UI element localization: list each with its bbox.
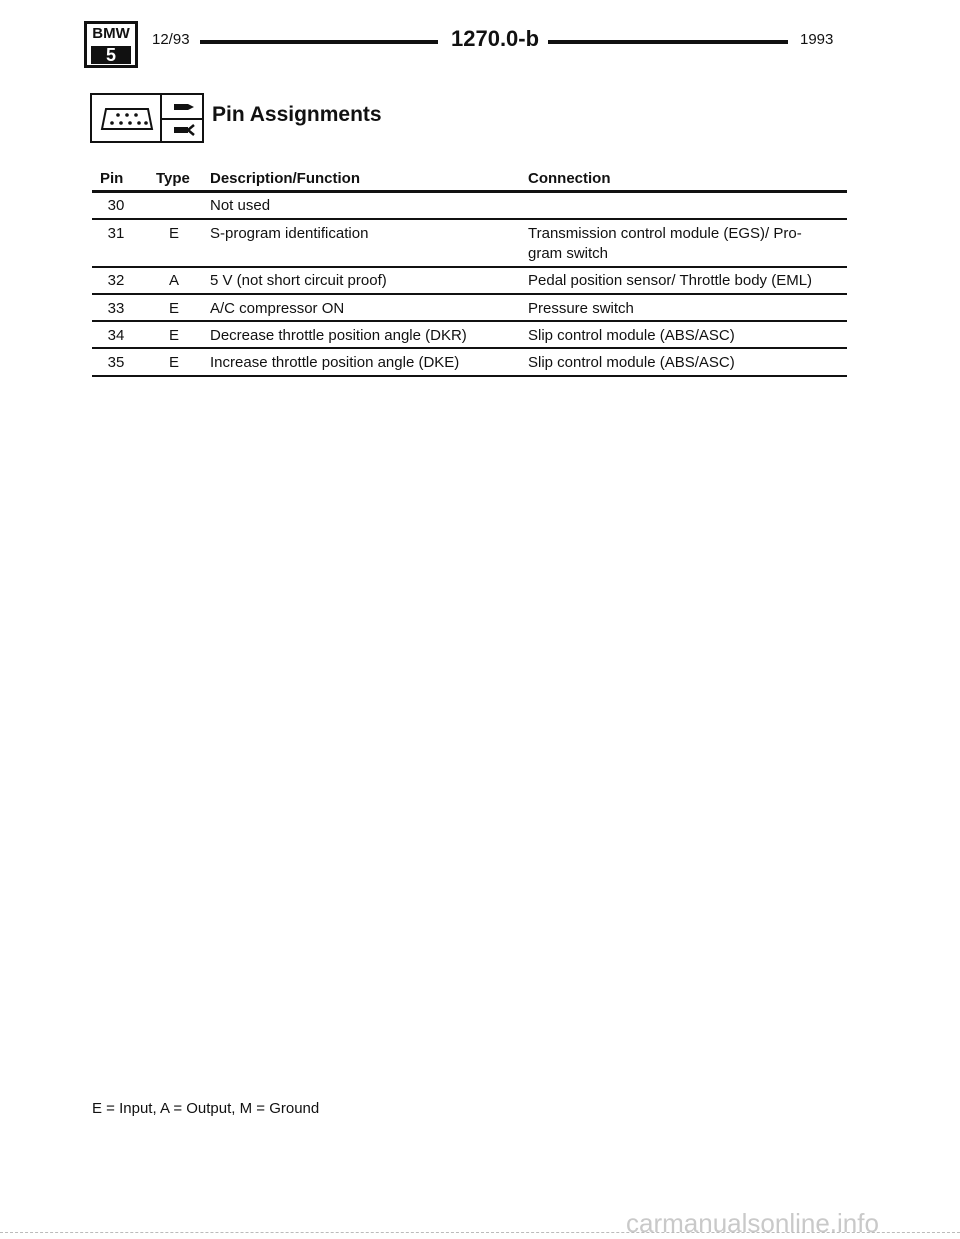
icon-hline: [160, 118, 204, 120]
row-34-pin: 34: [107, 327, 125, 344]
watermark: carmanualsonline.info: [626, 1208, 879, 1238]
logo-brand: BMW: [92, 25, 130, 42]
logo-series: 5: [91, 46, 131, 64]
header-rule-right: [548, 40, 788, 44]
col-header-connection: Connection: [528, 170, 611, 187]
row-30-description: Not used: [210, 197, 271, 214]
input-arrow-icon: [172, 100, 196, 114]
header-doc-code: 1270.0-b: [451, 26, 540, 51]
row-32-description: 5 V (not short circuit proof): [210, 272, 387, 289]
col-header-pin: Pin: [100, 170, 124, 187]
header-rule-left: [200, 40, 438, 44]
output-arrow-icon: [172, 123, 196, 137]
connector-icon: [100, 107, 154, 131]
row-33-connection: Pressure switch: [528, 300, 634, 317]
row-31-description: S-program identification: [210, 225, 369, 242]
section-title: Pin Assignments: [212, 103, 382, 126]
row-30-pin: 30: [107, 197, 125, 214]
row-33-pin: 33: [107, 300, 125, 317]
row-32-pin: 32: [107, 272, 125, 289]
row-34-description: Decrease throttle position angle (DKR): [210, 327, 467, 344]
type-legend-footnote: E = Input, A = Output, M = Ground: [92, 1100, 320, 1117]
row-35-connection: Slip control module (ABS/ASC): [528, 354, 735, 371]
row-34-type: E: [168, 327, 179, 344]
col-header-type: Type: [156, 170, 190, 187]
row-31-connection: Transmission control module (EGS)/ Pro-: [528, 225, 802, 242]
row-31-pin: 31: [107, 225, 125, 242]
row-rule: [92, 293, 847, 295]
row-32-connection: Pedal position sensor/ Throttle body (EML): [528, 272, 813, 289]
row-33-description: A/C compressor ON: [210, 300, 345, 317]
row-35-description: Increase throttle position angle (DKE): [210, 354, 460, 371]
row-rule: [92, 266, 847, 268]
row-35-pin: 35: [107, 354, 125, 371]
row-rule: [92, 320, 847, 322]
section-icon-box: [90, 93, 204, 143]
header-date: 12/93: [152, 31, 190, 48]
header-year: 1993: [800, 31, 834, 48]
header-rule: [92, 190, 847, 193]
row-35-type: E: [168, 354, 179, 371]
table-bottom-rule: [92, 375, 847, 377]
row-rule: [92, 347, 847, 349]
row-rule: [92, 218, 847, 220]
row-31-type: E: [168, 225, 179, 242]
row-32-type: A: [168, 272, 179, 289]
row-31-connection-cont: gram switch: [528, 245, 609, 262]
col-header-description: Description/Function: [210, 170, 360, 187]
row-33-type: E: [168, 300, 179, 317]
row-34-connection: Slip control module (ABS/ASC): [528, 327, 735, 344]
scan-artifact-line: [0, 1232, 960, 1235]
bmw-5-series-logo: [84, 21, 138, 68]
